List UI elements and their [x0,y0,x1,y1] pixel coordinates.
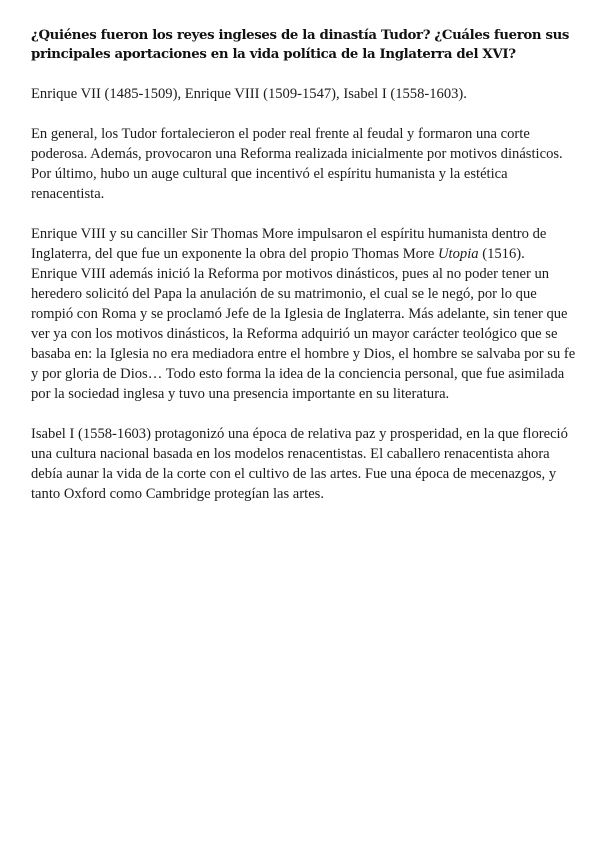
reformation-paragraph: Enrique VIII además inició la Reforma por motivos dinásticos, pues al no poder tener un heredero solicitó del Papa la anulación de su matrimonio, el cual se le negó, por lo que rompió con Roma y se proclamó Jefe de la Iglesia de Inglaterra. Más adelante, sin tener que ver ya con los motivos dinásticos, la Reforma adquirió un mayor carácter teológico que se basaba en: la Iglesia no era mediadora entre el hombre y Dios, el hombre se salvaba por su fe y por gloria de Dios… Todo esto forma la idea de la conciencia personal, que fue asimilada por la sociedad inglesa y tuvo una presencia importante en su literatura. [31,266,576,402]
isabel-paragraph: Isabel I (1558-1603) protagonizó una época de relativa paz y prosperidad, en la que floreció una cultura nacional basada en los modelos renacentistas. El caballero renacentista ahora debía aunar la vida de la corte con el cultivo de las artes. Fue una época de mecenazgos, y tanto Oxford como Cambridge protegían las artes. [31,426,568,502]
humanism-paragraph [31,224,576,264]
paragraph-gap [31,404,576,424]
utopia-title: Utopia [438,246,479,262]
question-heading: ¿Quiénes fueron los reyes ingleses de la dinastía Tudor? ¿Cuáles fueron sus principales aportaciones en la vida política de la Inglaterra del XVI? [31,28,570,62]
document-page [31,26,576,504]
paragraph-gap [31,104,576,124]
humanism-text: Enrique VIII y su canciller Sir Thomas More impulsaron el espíritu humanista dentro de Inglaterra, del que fue un exponente la obra del propio Thomas More [31,226,547,262]
kings-list-paragraph: Enrique VII (1485-1509), Enrique VIII (1509-1547), Isabel I (1558-1603). [31,86,467,102]
utopia-year: (1516). [478,246,525,262]
paragraph-gap [31,204,576,224]
general-contributions-paragraph: En general, los Tudor fortalecieron el poder real frente al feudal y formaron una corte poderosa. Además, provocaron una Reforma realizada inicialmente por motivos dinásticos. Por último, hubo un auge cultural que incentivó el espíritu humanista y la estética renacentista. [31,126,563,202]
